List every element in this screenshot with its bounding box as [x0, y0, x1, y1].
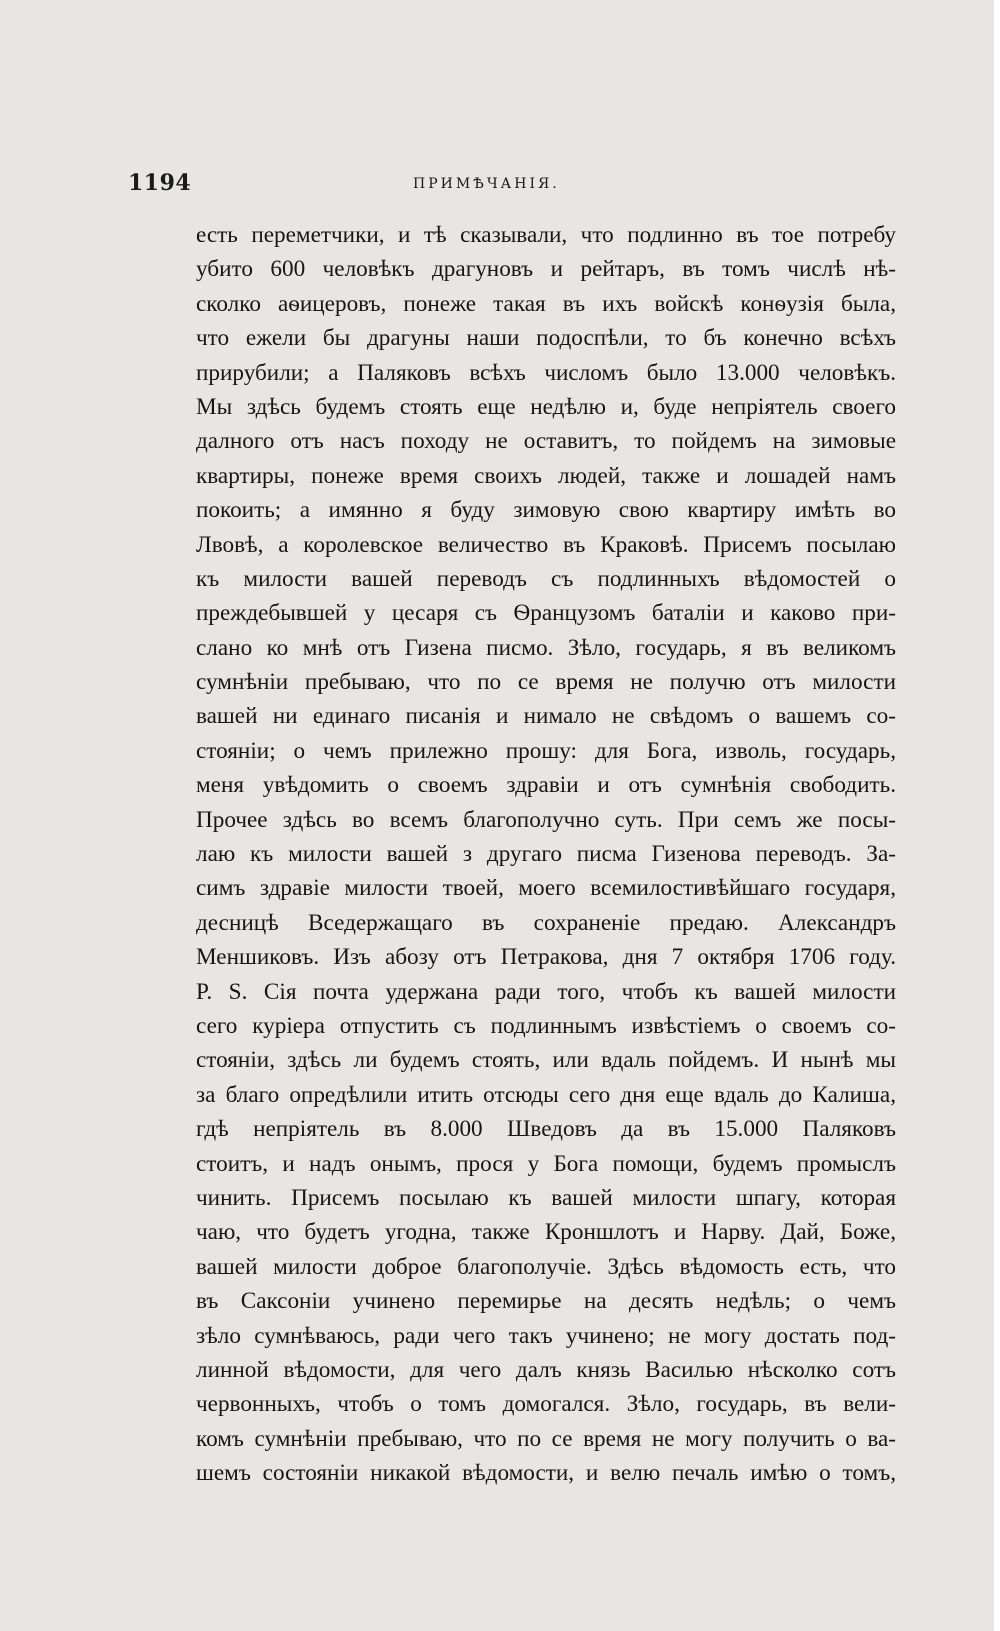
text-line: Лвовѣ, а королевское величество въ Краковѣ. Присемъ посылаю [196, 531, 896, 558]
text-line: покоить; а имянно я буду зимовую свою квартиру имѣть во [196, 497, 896, 524]
text-line: червонныхъ, чтобъ о томъ домогался. Зѣло, государь, въ вели- [196, 1391, 896, 1418]
text-line: стояніи; о чемъ прилежно прошу: для Бога, изволь, государь, [196, 737, 896, 764]
text-line: гдѣ непріятель въ 8.000 Шведовъ да въ 15.000 Паляковъ [196, 1116, 896, 1143]
text-line: слано ко мнѣ отъ Гизена писмо. Зѣло, государь, я въ великомъ [196, 634, 896, 661]
text-line: меня увѣдомить о своемъ здравіи и отъ сумнѣнія свободить. [196, 772, 896, 799]
text-line: сего куріера отпустить съ подлиннымъ извѣстіемъ о своемъ со- [196, 1012, 896, 1039]
text-line: P. S. Сія почта удержана ради того, чтобъ къ вашей милости [196, 978, 896, 1005]
text-line: чаю, что будетъ угодна, также Кроншлотъ и Нарву. Дай, Боже, [196, 1219, 896, 1246]
text-line: далного отъ насъ походу не оставитъ, то пойдемъ на зимовые [196, 428, 896, 455]
text-line: преждебывшей у цесаря съ Ѳранцузомъ баталіи и каково при- [196, 600, 896, 627]
text-line: вашей ни единаго писанія и нимало не свѣдомъ о вашемъ со- [196, 703, 896, 730]
text-line: Мы здѣсь будемъ стоять еще недѣлю и, буде непріятель своего [196, 393, 896, 420]
text-line: что ежели бы драгуны наши подоспѣли, то бъ конечно всѣхъ [196, 325, 896, 352]
text-line: чинить. Присемъ посылаю къ вашей милости шпагу, которая [196, 1184, 896, 1211]
text-line: вашей милости доброе благополучіе. Здѣсь вѣдомость есть, что [196, 1253, 896, 1280]
text-line: стоитъ, и надъ онымъ, прося у Бога помощи, будемъ промыслъ [196, 1150, 896, 1177]
text-line: прирубили; а Паляковъ всѣхъ числомъ было 13.000 человѣкъ. [196, 359, 896, 386]
page-number: 1194 [128, 170, 192, 196]
text-line: въ Саксоніи учинено перемирье на десять недѣль; о чемъ [196, 1288, 896, 1315]
text-line: къ милости вашей переводъ съ подлинныхъ вѣдомостей о [196, 565, 896, 592]
text-line: Меншиковъ. Изъ абозу отъ Петракова, дня 7 октября 1706 году. [196, 944, 896, 971]
text-line: квартиры, понеже время своихъ людей, также и лошадей намъ [196, 462, 896, 489]
text-line: линной вѣдомости, для чего далъ князь Василью нѣсколко сотъ [196, 1356, 896, 1383]
text-line: лаю къ милости вашей з другаго писма Гизенова переводъ. За- [196, 841, 896, 868]
text-line: комъ сумнѣніи пребываю, что по се время не могу получить о ва- [196, 1425, 896, 1452]
page-edge [994, 0, 1000, 1631]
body-text [196, 218, 896, 1490]
text-line: десницѣ Вседержащаго въ сохраненіе предаю. Александръ [196, 909, 896, 936]
text-line: Прочее здѣсь во всемъ благополучно суть. При семъ же посы- [196, 806, 896, 833]
text-line: стояніи, здѣсь ли будемъ стоять, или вдаль пойдемъ. И нынѣ мы [196, 1047, 896, 1074]
text-line: шемъ состояніи никакой вѣдомости, и велю печаль имѣю о томъ, [196, 1460, 896, 1487]
text-line: сумнѣніи пребываю, что по се время не получю отъ милости [196, 669, 896, 696]
running-head: ПРИМѢЧАНІЯ. [413, 176, 560, 192]
text-line: за благо опредѣлили итить отсюды сего дня еще вдаль до Калиша, [196, 1081, 896, 1108]
text-line: сколко аѳицеровъ, понеже такая въ ихъ войскѣ конѳузія была, [196, 290, 896, 317]
text-line: симъ здравіе милости твоей, моего всемилостивѣйшаго государя, [196, 875, 896, 902]
text-line: зѣло сумнѣваюсь, ради чего такъ учинено; не могу достать под- [196, 1322, 896, 1349]
text-line: убито 600 человѣкъ драгуновъ и рейтаръ, въ томъ числѣ нѣ- [196, 256, 896, 283]
text-line: есть переметчики, и тѣ сказывали, что подлинно въ тое потребу [196, 222, 896, 248]
